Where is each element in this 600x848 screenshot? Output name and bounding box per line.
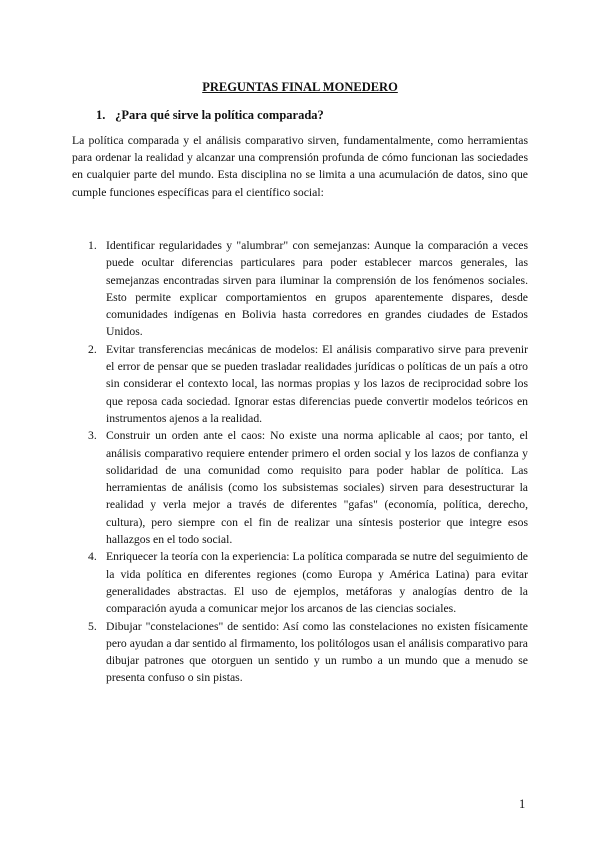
intro-paragraph: La política comparada y el análisis comparativo sirven, fundamentalmente, como herramientas para ordenar la realidad y alcanzar una comprensión profunda de cómo funcionan las sociedades en cualquier parte del mundo. Esta disciplina no se limita a una acumulación de datos, sino que cumple funciones específicas para el científico social: bbox=[72, 134, 528, 199]
list-item-text: Dibujar "constelaciones" de sentido: Así como las constelaciones no existen físicamente pero ayudan a dar sentido al firmamento, los politólogos usan el análisis comparativo para dibujar patrones que otorguen un sentido y un rumbo a un mundo que a menudo se presenta confuso o sin pistas. bbox=[106, 619, 528, 685]
answer-list bbox=[88, 237, 528, 687]
page-number: 1 bbox=[519, 797, 526, 811]
list-item-marker: 2. bbox=[88, 342, 97, 356]
list-item-marker: 1. bbox=[88, 239, 97, 252]
list-item bbox=[88, 427, 528, 548]
document-title: PREGUNTAS FINAL MONEDERO bbox=[202, 80, 398, 94]
list-item-marker: 5. bbox=[88, 619, 97, 633]
list-item-text: Identificar regularidades y "alumbrar" con semejanzas: Aunque la comparación a veces puede ocultar diferencias particulares para poder establecer marcos generales, las semejanzas encontradas sirven para iluminar la comprensión de los fenómenos sociales. Esto permite explicar comportamientos en grupos aparentemente dispares, desde comunidades indígenas en Bolivia hasta corredores en grandes ciudades de Estados Unidos. bbox=[106, 239, 528, 339]
question-heading bbox=[96, 108, 324, 123]
question-number: 1. bbox=[96, 108, 106, 122]
list-item bbox=[88, 237, 528, 341]
question-text: ¿Para qué sirve la política comparada? bbox=[115, 108, 324, 122]
list-item bbox=[88, 548, 528, 617]
list-item-text: Enriquecer la teoría con la experiencia: La política comparada se nutre del seguimiento de la vida política en diferentes regiones (como Europa y América Latina) para evitar generalidades abstractas. El uso de ejemplos, metáforas y analogías dentro de la comparación ayuda a comunicar mejor los arcanos de las ciencias sociales. bbox=[106, 550, 528, 616]
list-item-text: Evitar transferencias mecánicas de modelos: El análisis comparativo sirve para prevenir el error de pensar que se pueden trasladar realidades jurídicas o políticas de un país a otro sin considerar el contexto local, las normas propias y los lazos de reciprocidad sobre los que reposa cada sociedad. Ignorar estas diferencias puede convertir modelos teóricos en instrumentos ajenos a la realidad. bbox=[106, 342, 528, 425]
list-item bbox=[88, 341, 528, 427]
list-item bbox=[88, 618, 528, 687]
list-item-marker: 4. bbox=[88, 550, 97, 564]
list-item-marker: 3. bbox=[88, 429, 97, 443]
list-item-text: Construir un orden ante el caos: No existe una norma aplicable al caos; por tanto, el análisis comparativo requiere entender primero el orden social y los lazos de confianza y solidaridad de una comunidad como requisito para poder hablar de política. Las herramientas de análisis (como los subsistemas sociales) sirven para desestructurar la realidad y verla mejor a través de diferentes "gafas" (economía, política, derecho, cultura), pero siempre con el fin de realizar una síntesis posterior que integre esos hallazgos en el todo social. bbox=[106, 429, 528, 547]
